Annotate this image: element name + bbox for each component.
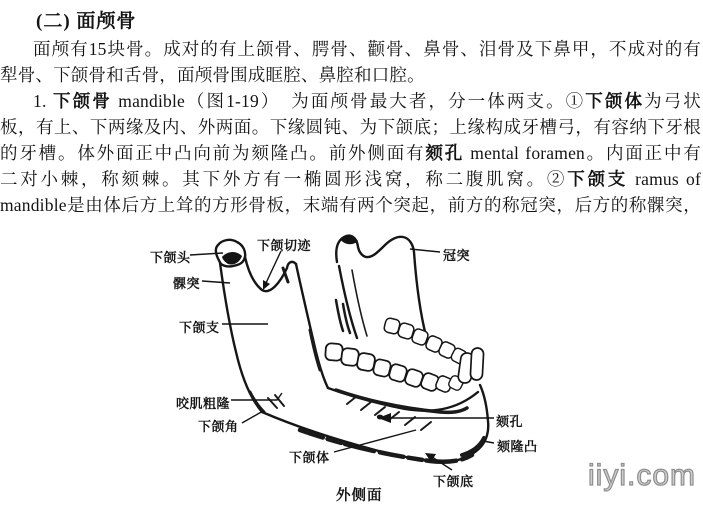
label-ramus: 下颌支 <box>179 320 220 335</box>
text-segment: 1. <box>33 91 53 111</box>
text-segment: 的牙槽。体外面正中凸向前为颏隆凸。前外侧面有 <box>0 143 426 163</box>
incisor-tooth <box>470 348 484 381</box>
bold-term: 下颌支 <box>567 169 628 189</box>
watermark-text: iiyi.com <box>588 459 697 492</box>
label-mandibular-angle: 下颌角 <box>198 419 239 434</box>
label-condylar-process: 髁突 <box>173 276 201 291</box>
text-segment: 面颅有15块骨。成对的有上颌骨、腭骨、颧骨、鼻骨、泪骨及下鼻甲，不成对的有 <box>33 39 701 59</box>
label-mental-foramen: 颏孔 <box>496 414 524 429</box>
figure-caption: 外侧面 <box>336 488 383 504</box>
text-segment: mandible是由体后方上耸的方形骨板，末端有两个突起，前方的称冠突，后方的称髁突， <box>0 195 701 215</box>
label-mental-protuberance: 颏隆凸 <box>497 439 538 454</box>
text-segment: ramus of <box>627 169 701 189</box>
teeth-far-row <box>383 317 468 365</box>
text-segment: 犁骨、下颌骨和舌骨，面颅骨围成眶腔、鼻腔和口腔。 <box>0 65 425 85</box>
bold-term: 下颌骨 <box>53 91 112 111</box>
label-mandible-body: 下颌体 <box>289 450 330 465</box>
label-coronoid-process: 冠突 <box>443 248 471 263</box>
text-segment: 为弓状 <box>644 91 701 111</box>
label-mandibular-head: 下颌头 <box>150 250 191 265</box>
label-masseteric-tuberosity: 咬肌粗隆 <box>176 396 231 411</box>
bold-term: 颏孔 <box>425 143 465 163</box>
shading <box>250 390 484 462</box>
label-mandibular-notch: 下颌切迹 <box>257 238 312 253</box>
text-segment: mental foramen。内面正中有 <box>464 143 701 163</box>
far-ramus <box>336 236 426 338</box>
near-ramus <box>216 240 328 412</box>
text-segment: 二对小棘，称颏棘。其下外方有一椭圆形浅窝，称二腹肌窝。② <box>0 169 568 189</box>
text-segment: 板，有上、下两缘及内、外两面。下缘圆钝、为下颌底；上缘构成牙槽弓，有容纳下牙根 <box>0 117 701 137</box>
label-mandible-base: 下颌底 <box>433 474 474 489</box>
section-heading: (二) 面颅骨 <box>36 11 137 32</box>
text-segment: mandible（图1-19） 为面颅骨最大者，分一体两支。① <box>111 91 586 111</box>
bold-term: 下颌体 <box>585 91 645 111</box>
